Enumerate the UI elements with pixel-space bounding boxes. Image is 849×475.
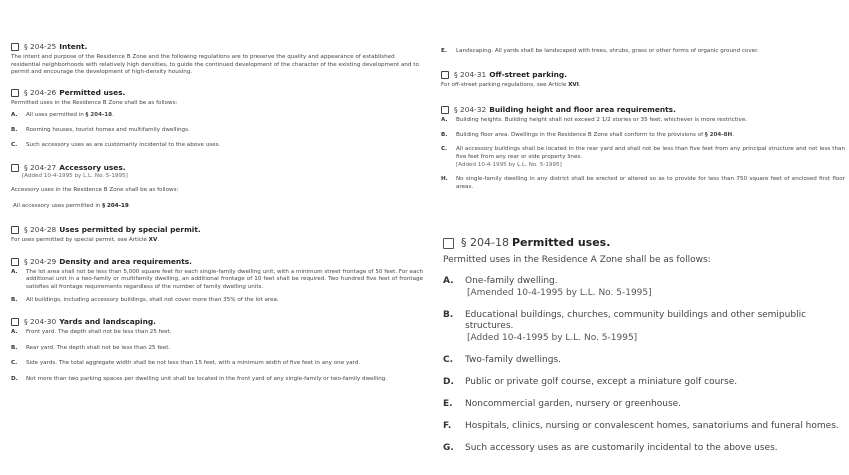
section-text: Permitted uses in the Residence B Zone shall be as follows: (11, 99, 178, 106)
list-item: H. No single-family dwelling in any district shall be erected or altered so as to provide for less than 750 square feet of enclosed first floor areas. (441, 176, 845, 190)
section-header (11, 88, 423, 98)
section-number: § 204-30 (24, 316, 57, 326)
section-204-31 (441, 70, 845, 90)
section-text-2: All accessory uses permitted in § 204-19. (13, 203, 131, 210)
list-item: D. Not more than two parking spaces per dwelling unit shall be located in the front yard of any single-family or two-family dwelling. (11, 375, 388, 382)
list-item: B. Rooming houses, tourist homes and multifamily dwellings. (11, 126, 190, 133)
section-title: Permitted uses. (59, 87, 126, 97)
section-header (11, 42, 423, 52)
list-item: B. Building floor area. Dwellings in the Residence B Zone shall conform to the provisions of § 204-8H. (441, 131, 734, 138)
section-link[interactable]: § 204-18 (85, 112, 113, 119)
list-item: A. The lot area shall not be less than 5,000 square feet for each single-family dwelling unit, with a minimum street frontage of 50 feet. For each additional unit in a two-family or multifamily dwelling, an additional frontage of 10 feet shall be required. Two hundred five feet of frontage satisfies all frontage requirements regardless of the number of family dwelling units. (11, 268, 423, 290)
list-item: A. One-family dwelling. [Amended 10-4-1995 by L.L. No. 5-1995] (443, 276, 845, 299)
list-item: B. All buildings, including accessory buildings, shall not cover more than 35% of the lot area. (11, 297, 279, 304)
list-item: C. All accessory buildings shall be located in the rear yard and shall not be less than five feet from any principal structure and not less than five feet from any rear or side property lines. [Added 10-4-1995 by L.L. No. 5-1995] (441, 146, 845, 168)
section-number: § 204-28 (24, 224, 57, 234)
section-number: § 204-26 (24, 87, 57, 97)
list-item: E. Landscaping. All yards shall be landscaped with trees, shrubs, grass or other forms of organic ground cover. (441, 48, 759, 54)
section-204-32 (441, 105, 845, 191)
section-checkbox[interactable] (11, 43, 19, 51)
section-text: Permitted uses in the Residence A Zone shall be as follows: (443, 255, 711, 265)
list-item: C. Two-family dwellings. (443, 354, 562, 365)
list-item: B. Rear yard. The depth shall not be less than 25 feet. (11, 344, 171, 351)
section-checkbox[interactable] (11, 318, 19, 326)
section-number: § 204-29 (24, 256, 57, 266)
section-title: Intent. (59, 42, 88, 51)
section-header (11, 257, 423, 267)
section-link[interactable]: § 204-19 (102, 203, 129, 210)
list-item: A. All uses permitted in § 204-18. (11, 112, 114, 119)
list-item: C. Such accessory uses as are customarily incidental to the above uses. (11, 141, 221, 148)
list-item: C. Side yards. The total aggregate width shall be not less than 15 feet, with a minimum width of five feet in any one yard. (11, 360, 361, 367)
section-number: § 204-18 (461, 236, 509, 249)
section-checkbox[interactable] (441, 71, 449, 79)
amendment-note: [Amended 10-4-1995 by L.L. No. 5-1995] (467, 287, 652, 298)
section-number: § 204-25 (24, 42, 57, 51)
section-number: § 204-32 (454, 105, 487, 115)
section-checkbox[interactable] (443, 238, 454, 249)
section-204-28 (11, 225, 423, 245)
section-204-25 (11, 42, 423, 77)
section-204-26 (11, 88, 423, 149)
amendment-note: [Added 10-4-1995 by L.L. No. 5-1995] (467, 332, 638, 343)
section-title: Permitted uses. (511, 236, 611, 249)
section-checkbox[interactable] (11, 164, 19, 172)
section-title: Uses permitted by special permit. (59, 224, 201, 234)
section-checkbox[interactable] (11, 226, 19, 234)
section-204-29 (11, 257, 423, 305)
list-item: E. Noncommercial garden, nursery or greenhouse. (443, 398, 682, 409)
article-link[interactable]: XVI (568, 81, 579, 88)
section-204-27 (11, 163, 423, 211)
section-header (441, 70, 845, 80)
section-title: Building height and floor area requirements. (489, 105, 676, 115)
section-number: § 204-31 (454, 69, 487, 79)
section-text: Accessory uses in the Residence B Zone shall be as follows: (11, 186, 179, 193)
list-item: A. Building heights. Building height shall not exceed 2 1/2 stories or 35 feet, whichever is more restrictive. (441, 117, 748, 124)
section-checkbox[interactable] (11, 89, 19, 97)
section-title: Density and area requirements. (59, 256, 192, 266)
list-item: G. Such accessory uses as are customarily incidental to the above uses. (443, 442, 778, 453)
section-checkbox[interactable] (11, 258, 19, 266)
left-column (11, 42, 423, 392)
section-header (11, 317, 423, 327)
section-link[interactable]: § 204-8H (704, 131, 733, 138)
section-title: Yards and landscaping. (59, 316, 156, 326)
section-checkbox[interactable] (441, 106, 449, 114)
section-text: The intent and purpose of the Residence B Zone and the following regulations are to preserve the quality and appearance of established residential neighborhoods with relatively high densities, to guide the continued development of the character of the existing development and to permit and encourage the development of high-density housing. (11, 54, 419, 76)
amendment-note: [Added 10-4-1995 by L.L. No. 5-1995] (456, 161, 562, 168)
article-link[interactable]: XV (148, 236, 158, 243)
section-204-30 (11, 317, 423, 383)
section-header (11, 225, 423, 235)
section-204-18 (443, 236, 845, 465)
amendment-note: [Added 10-4-1995 by L.L. No. 5-1995] (22, 173, 128, 180)
right-column (441, 48, 845, 200)
list-item: B. Educational buildings, churches, community buildings and other semipublic structures. [Added 10-4-1995 by L.L. No. 5-1995] (443, 310, 845, 345)
section-title: Accessory uses. (59, 163, 126, 173)
section-header (441, 105, 845, 115)
list-item: D. Public or private golf course, except a miniature golf course. (443, 376, 738, 387)
section-header (11, 163, 423, 173)
section-title: Off-street parking. (489, 69, 568, 79)
section-number: § 204-27 (24, 163, 57, 173)
section-header (443, 236, 845, 250)
list-item: F. Hospitals, clinics, nursing or convalescent homes, sanatoriums and funeral homes. (443, 420, 839, 431)
section-text: For off-street parking regulations, see Article XVI. (441, 81, 581, 88)
list-item: A. Front yard. The depth shall not be less than 25 feet. (11, 328, 172, 335)
section-text: For uses permitted by special permit, see Article XV. (11, 236, 160, 243)
